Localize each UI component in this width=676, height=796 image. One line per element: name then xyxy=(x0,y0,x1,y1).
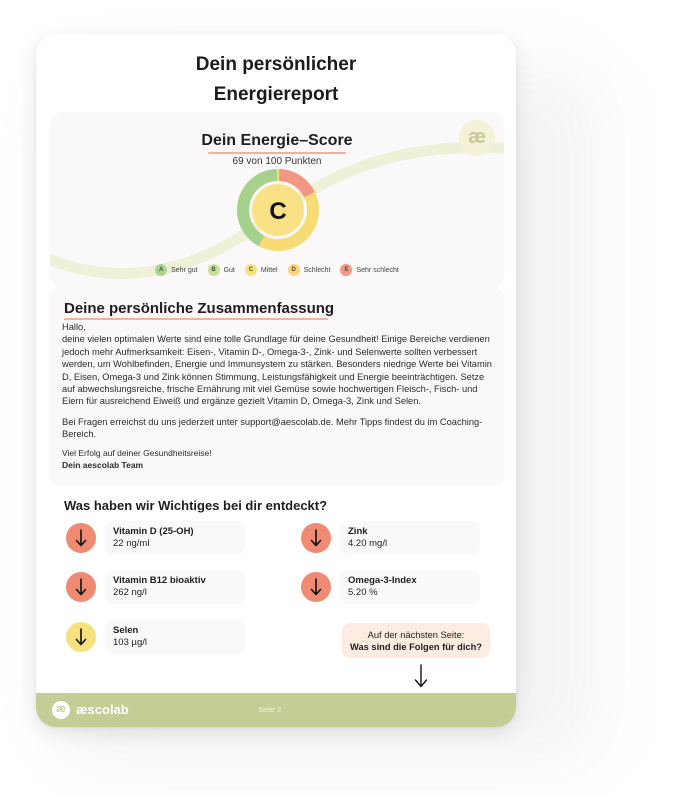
arrow-down-icon xyxy=(75,578,87,596)
finding-status-red xyxy=(301,523,331,553)
legend-item-d xyxy=(288,264,331,276)
page-title-line1: Dein persönlicher xyxy=(195,54,357,75)
finding-status-red xyxy=(66,572,96,602)
summary-title-underline xyxy=(64,318,328,320)
score-grade: C xyxy=(269,198,287,225)
finding-status-red xyxy=(66,523,96,553)
finding-name: Zink xyxy=(348,526,368,537)
finding-name: Omega-3-Index xyxy=(348,575,417,586)
legend-item-a xyxy=(155,264,197,276)
summary-greeting: Hallo, xyxy=(62,322,86,332)
finding-vitamin-b12 xyxy=(66,570,245,604)
energy-score-card xyxy=(50,112,504,289)
arrow-down-icon xyxy=(414,664,428,688)
finding-zink xyxy=(301,521,480,555)
legend-item-e xyxy=(340,264,398,276)
legend-item-c xyxy=(245,264,278,276)
finding-value: 103 µg/l xyxy=(113,637,147,648)
legend-label-a: Sehr gut xyxy=(171,266,198,274)
score-points: 69 von 100 Punkten xyxy=(232,156,322,167)
finding-value: 4.20 mg/l xyxy=(348,538,388,549)
score-title: Dein Energie–Score xyxy=(201,132,353,149)
summary-card xyxy=(50,288,504,486)
next-page-hint xyxy=(342,623,490,658)
page-number: Seite 2 xyxy=(258,705,282,714)
score-gauge xyxy=(236,168,320,252)
score-legend xyxy=(50,264,504,276)
finding-box xyxy=(105,521,245,555)
summary-signoff: Dein aescolab Team xyxy=(62,460,144,471)
legend-label-c: Mittel xyxy=(260,266,278,274)
page-title xyxy=(36,50,516,110)
arrow-down-icon xyxy=(75,529,87,547)
finding-value: 5.20 % xyxy=(348,587,378,598)
finding-selen xyxy=(66,620,245,654)
finding-status-red xyxy=(301,572,331,602)
finding-name: Vitamin B12 bioaktiv xyxy=(113,575,206,586)
next-page-line2: Was sind die Folgen für dich? xyxy=(350,642,482,652)
finding-name: Vitamin D (25-OH) xyxy=(113,526,194,537)
summary-paragraph-1: deine vielen optimalen Werte sind eine tolle Grundlage für deine Gesundheit! Einige Bereiche verdienen jedoch mehr Aufmerksamkeit: Eisen-, Vitamin D-, Omega-3-, Zink- und Selenwerte sollten verbessert werden, um Wohlbefinden, Energie und Immunsystem zu stärken. Besonders niedrige Werte bei Vitamin D, Eisen, Omega-3 und Zink können Stimmung, Leistungsfähigkeit und Energie beeinträchtigen. Setze auf abwechslungsreiche, frische Ernährung mit viel Gemüse sowie hochwertigen Fleisch-, Fisch- und Eiern für ausreichend Eiweiß und ergänze gezielt Vitamin D, Omega-3, Zink und Selen. xyxy=(62,334,492,407)
finding-box xyxy=(340,521,480,555)
finding-box xyxy=(105,570,245,604)
summary-body xyxy=(62,321,494,471)
finding-value: 22 ng/ml xyxy=(113,538,150,549)
page-footer xyxy=(36,693,516,727)
page-title-line2: Energiereport xyxy=(213,84,339,105)
finding-box xyxy=(340,570,480,604)
finding-omega-3 xyxy=(301,570,480,604)
summary-title: Deine persönliche Zusammenfassung xyxy=(64,300,335,317)
arrow-down-icon xyxy=(310,529,322,547)
summary-paragraph-2: Bei Fragen erreichst du uns jederzeit unter support@aescolab.de. Mehr Tipps findest du im Coaching-Bereich. xyxy=(62,416,483,440)
arrow-down-icon xyxy=(75,628,87,646)
score-title-underline xyxy=(208,152,346,154)
legend-label-d: Schlecht xyxy=(303,266,331,274)
legend-dot-c: C xyxy=(245,264,257,276)
legend-item-b xyxy=(208,264,235,276)
finding-value: 262 ng/l xyxy=(113,587,147,598)
finding-name: Selen xyxy=(113,625,139,636)
report-page xyxy=(36,34,516,727)
next-page-line1: Auf der nächsten Seite: xyxy=(367,630,465,640)
findings-title: Was haben wir Wichtiges bei dir entdeckt? xyxy=(64,498,328,513)
ae-ligature-icon: æ xyxy=(459,120,495,156)
legend-label-e: Sehr schlecht xyxy=(356,266,399,274)
finding-vitamin-d xyxy=(66,521,245,555)
legend-label-b: Gut xyxy=(223,266,235,274)
finding-box xyxy=(105,620,245,654)
finding-status-yellow xyxy=(66,622,96,652)
legend-dot-b: B xyxy=(208,264,220,276)
legend-dot-e: E xyxy=(340,264,352,276)
footer-brand: æscolab xyxy=(76,702,129,717)
legend-dot-d: D xyxy=(288,264,300,276)
legend-dot-a: A xyxy=(155,264,167,276)
summary-closing: Viel Erfolg auf deiner Gesundheitsreise! xyxy=(62,447,212,458)
ae-logo-icon: æ xyxy=(52,701,70,719)
arrow-down-icon xyxy=(310,578,322,596)
